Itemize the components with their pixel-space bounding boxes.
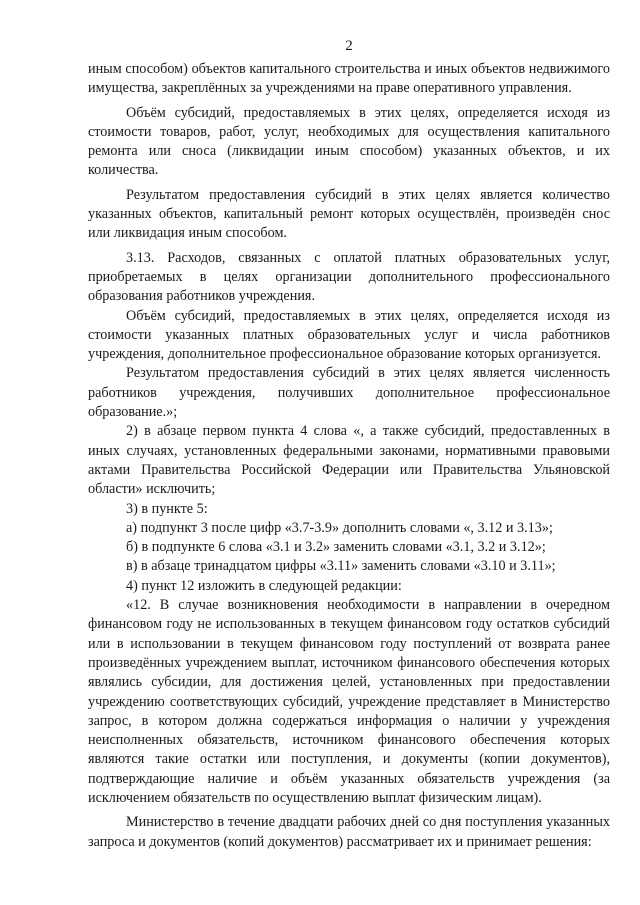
paragraph-6: Результатом предоставления субсидий в этих целях является численность работников учреждения, получивших дополнительное профессиональное образование.»; — [88, 365, 610, 421]
paragraph-9: а) подпункт 3 после цифр «3.7-3.9» дополнить словами «, 3.12 и 3.13»; — [126, 519, 553, 536]
paragraph-10: б) в подпункте 6 слова «3.1 и 3.2» заменить словами «3.1, 3.2 и 3.12»; — [126, 539, 546, 556]
paragraph-3: Результатом предоставления субсидий в этих целях является количество указанных объектов, капитальный ремонт которых осуществлён, произведён снос или ликвидация иным способом. — [88, 186, 610, 242]
paragraph-4: 3.13. Расходов, связанных с оплатой платных образовательных услуг, приобретаемых в целях организации дополнительного профессионального образования работников учреждения. — [88, 249, 610, 305]
paragraph-5: Объём субсидий, предоставляемых в этих целях, определяется исходя из стоимости указанных платных образовательных услуг и числа работников учреждения, дополнительное профессиональное образование которых организуется. — [88, 307, 610, 363]
page-number: 2 — [345, 38, 353, 54]
paragraph-13: «12. В случае возникновения необходимости в направлении в очередном финансовом году не использованных в текущем финансовом году остатков субсидий или в использовании в текущем финансовом году поступлений от возврата ранее произведённых учреждением выплат, источником финансового обеспечения которых являлись субсидии, для достижения целей, установленных при предоставлении учреждению соответствующих субсидий, учреждение представляет в Министерство запрос, в котором должна содержаться информация о наличии у учреждения неисполненных обязательств, источником финансового обеспечения которых являются такие остатки или поступления, и документы (копии документов), подтверждающие наличие и объём указанных обязательств учреждения (за исключением обязательств по осуществлению выплат физическим лицам). — [88, 597, 610, 806]
paragraph-1: иным способом) объектов капитального строительства и иных объектов недвижимого имущества, закреплённых за учреждениями на праве оперативного управления. — [88, 61, 610, 97]
paragraph-14: Министерство в течение двадцати рабочих дней со дня поступления указанных запроса и документов (копий документов) рассматривает их и принимает решения: — [88, 814, 610, 850]
paragraph-7: 2) в абзаце первом пункта 4 слова «, а также субсидий, предоставленных в иных случаях, установленных федеральными законами, нормативными правовыми актами Правительства Российской Федерации или Правительства Ульяновской области» исключить; — [88, 423, 610, 498]
paragraph-12: 4) пункт 12 изложить в следующей редакции: — [126, 577, 402, 594]
paragraph-11: в) в абзаце тринадцатом цифры «3.11» заменить словами «3.10 и 3.11»; — [126, 558, 556, 575]
paragraph-2: Объём субсидий, предоставляемых в этих целях, определяется исходя из стоимости товаров, работ, услуг, необходимых для осуществления капитального ремонта или сноса (ликвидации иным способом) указанных объектов, и их количества. — [88, 104, 610, 179]
paragraph-8: 3) в пункте 5: — [126, 500, 208, 517]
